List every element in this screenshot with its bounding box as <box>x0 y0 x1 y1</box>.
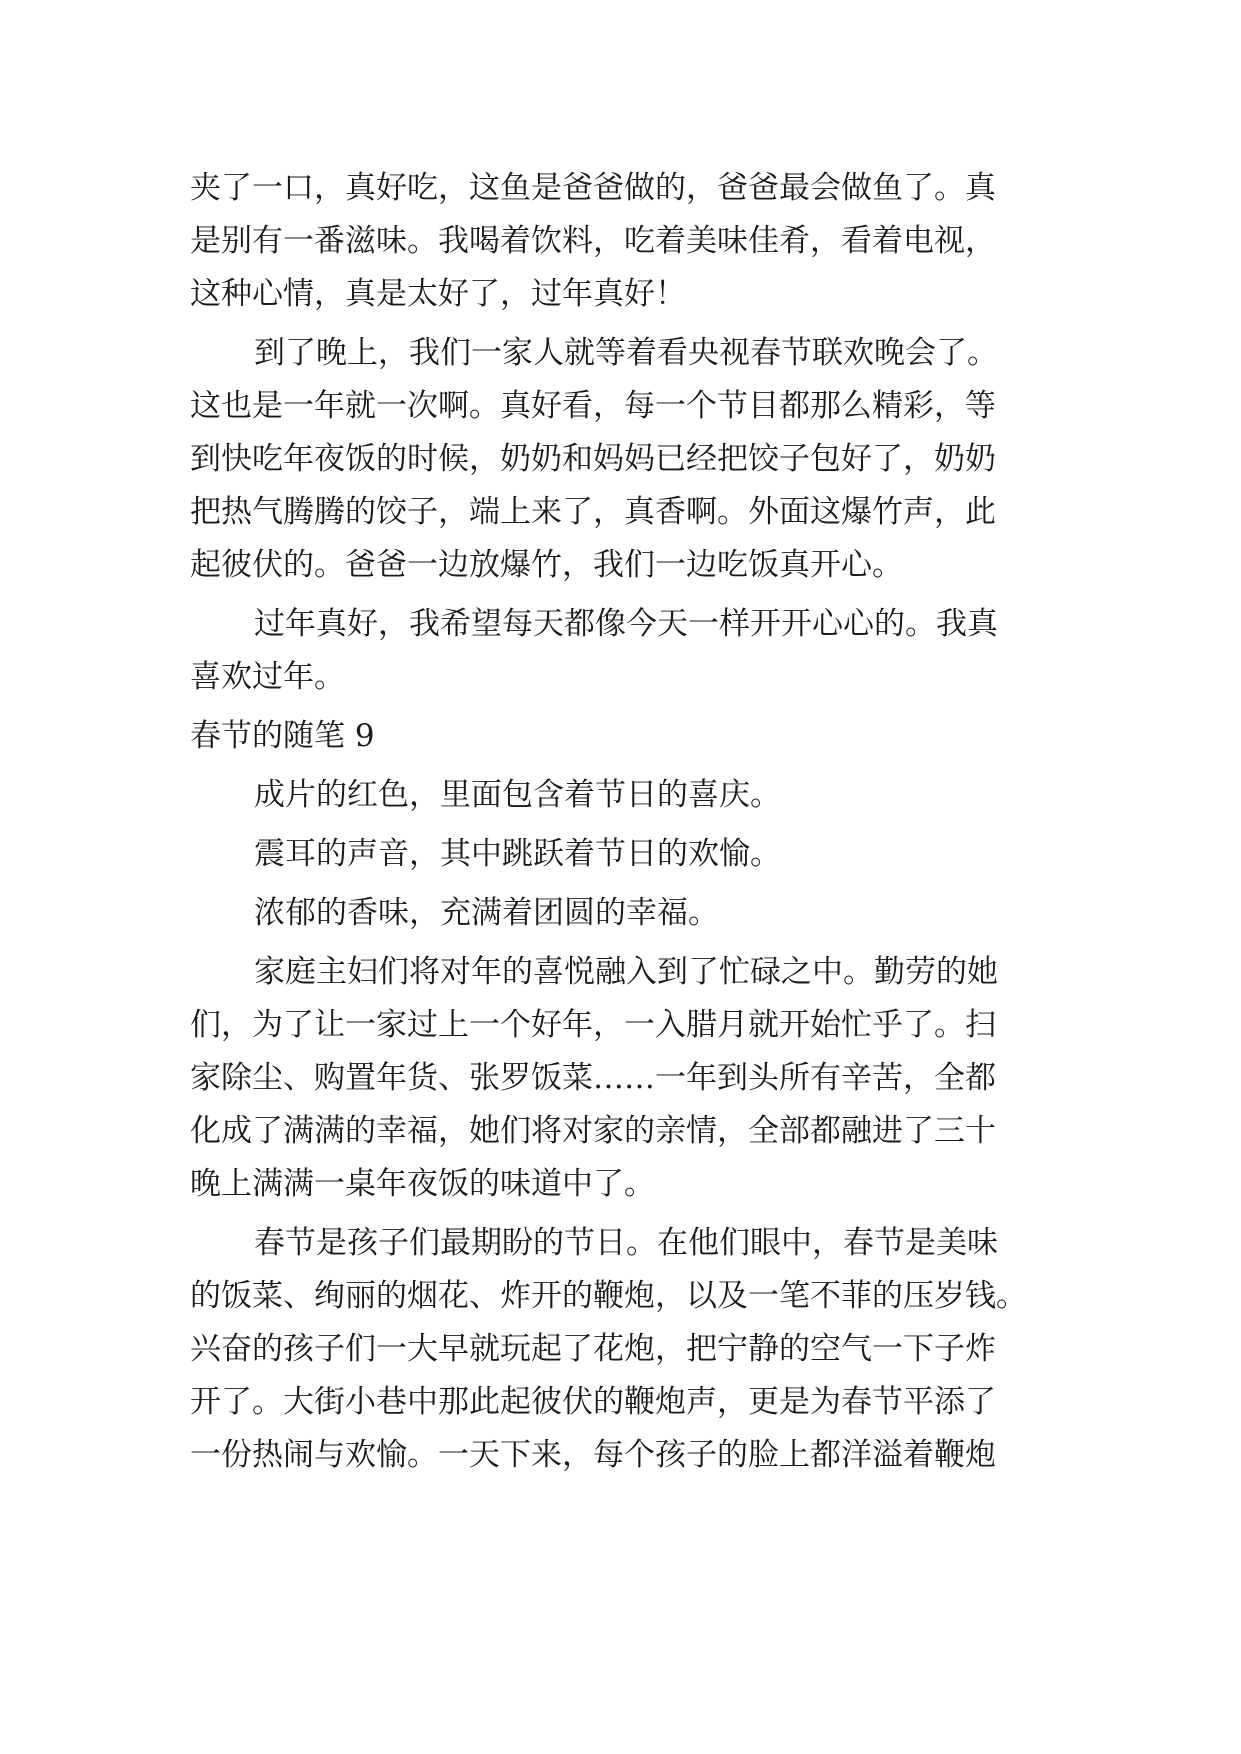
text-line: 们，为了让一家过上一个好年，一入腊月就开始忙乎了。扫 <box>190 1007 996 1043</box>
text-line: 家除尘、购置年货、张罗饭菜……一年到头所有辛苦，全都 <box>190 1060 996 1096</box>
text-line: 一份热闹与欢愉。一天下来，每个孩子的脸上都洋溢着鞭炮 <box>190 1437 996 1473</box>
paragraph-start-line: 过年真好，我希望每天都像今天一样开开心心的。我真 <box>254 606 998 642</box>
text-line: 晚上满满一桌年夜饭的味道中了。 <box>190 1166 655 1202</box>
paragraph-start-line: 浓郁的香味，充满着团圆的幸福。 <box>254 895 719 931</box>
text-line: 把热气腾腾的饺子，端上来了，真香啊。外面这爆竹声，此 <box>190 494 996 530</box>
paragraph-start-line: 成片的红色，里面包含着节日的喜庆。 <box>254 777 781 813</box>
text-line: 到快吃年夜饭的时候，奶奶和妈妈已经把饺子包好了，奶奶 <box>190 441 996 477</box>
text-line: 兴奋的孩子们一大早就玩起了花炮，把宁静的空气一下子炸 <box>190 1331 996 1367</box>
paragraph-start-line: 震耳的声音，其中跳跃着节日的欢愉。 <box>254 836 781 872</box>
text-line: 是别有一番滋味。我喝着饮料，吃着美味佳肴，看着电视， <box>190 223 996 259</box>
paragraph-start-line: 到了晚上，我们一家人就等着看央视春节联欢晚会了。 <box>254 335 998 371</box>
text-line: 这种心情，真是太好了，过年真好！ <box>190 276 686 312</box>
text-line: 这也是一年就一次啊。真好看，每一个节目都那么精彩，等 <box>190 388 996 424</box>
paragraph-start-line: 春节是孩子们最期盼的节日。在他们眼中，春节是美味 <box>254 1225 998 1261</box>
text-line: 夹了一口，真好吃，这鱼是爸爸做的，爸爸最会做鱼了。真 <box>190 170 996 206</box>
text-line: 开了。大街小巷中那此起彼伏的鞭炮声，更是为春节平添了 <box>190 1384 996 1420</box>
text-line: 喜欢过年。 <box>190 659 345 695</box>
text-line: 的饭菜、绚丽的烟花、炸开的鞭炮，以及一笔不菲的压岁钱。 <box>190 1278 1027 1314</box>
section-heading: 春节的随笔 9 <box>190 718 375 754</box>
text-line: 起彼伏的。爸爸一边放爆竹，我们一边吃饭真开心。 <box>190 547 903 583</box>
paragraph-start-line: 家庭主妇们将对年的喜悦融入到了忙碌之中。勤劳的她 <box>254 954 998 990</box>
text-line: 化成了满满的幸福，她们将对家的亲情，全部都融进了三十 <box>190 1113 996 1149</box>
